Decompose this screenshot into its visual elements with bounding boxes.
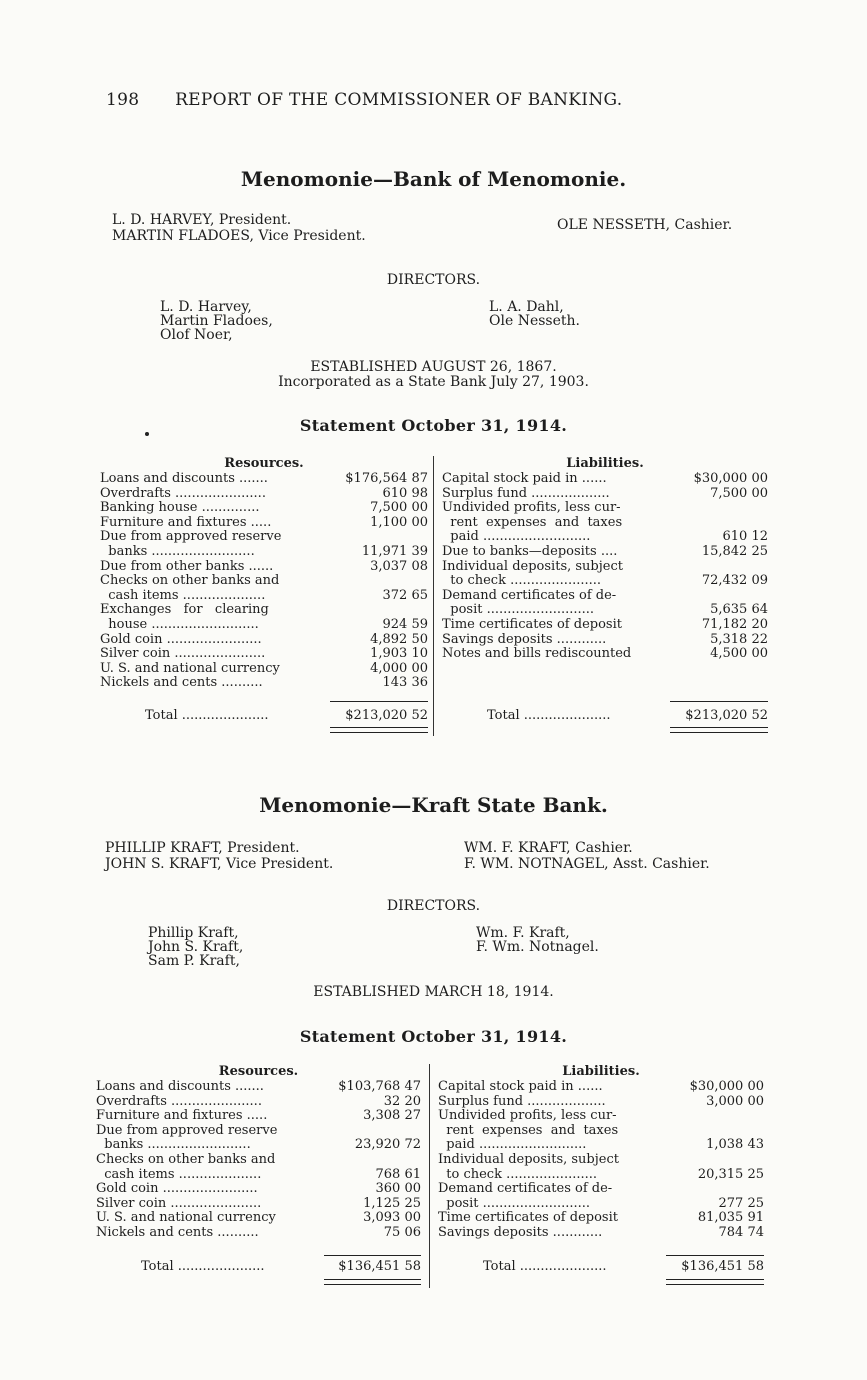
ledger-label: paid ..........................	[438, 1138, 587, 1153]
ledger-row	[442, 501, 768, 516]
ledger-label: Capital stock paid in ......	[442, 472, 607, 486]
total-amount: $136,451 58	[338, 1259, 421, 1274]
ledger-label: cash items ....................	[96, 1167, 262, 1182]
director: L. D. Harvey,	[160, 299, 252, 315]
ledger-amount: 372 65	[382, 587, 428, 603]
ledger-amount: 143 36	[382, 675, 428, 691]
ledger-amount: 7,500 00	[370, 500, 428, 516]
ink-dot	[145, 432, 149, 436]
ledger-amount: 15,842 25	[701, 543, 768, 559]
director: Sam P. Kraft,	[148, 953, 240, 969]
ledger-row	[442, 633, 768, 648]
liabilities-column	[442, 456, 768, 662]
ledger-row	[442, 560, 768, 575]
ledger-label: Surplus fund ...................	[438, 1094, 606, 1109]
double-rule	[330, 727, 428, 733]
liabilities-column	[438, 1064, 764, 1241]
ledger-label: Capital stock paid in ......	[438, 1080, 603, 1094]
ledger-amount: 4,892 50	[370, 631, 428, 647]
directors-right	[476, 926, 599, 954]
ledger-amount: 784 74	[718, 1224, 764, 1240]
ledger-label: Silver coin ......................	[100, 647, 266, 662]
liabilities-heading: Liabilities.	[562, 1064, 640, 1079]
ledger-amount: 3,093 00	[363, 1210, 421, 1226]
director: Wm. F. Kraft,	[476, 925, 570, 941]
ledger-row	[100, 676, 428, 691]
established-line: ESTABLISHED AUGUST 26, 1867.	[310, 359, 557, 375]
ledger-row	[442, 574, 768, 589]
ledger-label: Individual deposits, subject	[442, 559, 623, 574]
ledger-label: Due from approved reserve	[100, 530, 282, 545]
ledger-row	[438, 1168, 764, 1183]
ledger-row	[100, 633, 428, 648]
officers-left	[105, 840, 333, 872]
ledger-label: to check ......................	[438, 1167, 597, 1182]
ledger-amount: 3,000 00	[706, 1093, 764, 1109]
ledger-amount: $30,000 00	[693, 471, 768, 486]
ledger-amount: 277 25	[718, 1195, 764, 1211]
ledger-row	[96, 1226, 421, 1241]
ledger-label: Due from approved reserve	[96, 1123, 278, 1138]
total-label: Total .....................	[141, 1259, 265, 1274]
ledger-row	[438, 1109, 764, 1124]
ledger-label: banks .........................	[100, 544, 255, 559]
bank-title: Menomonie—Kraft State Bank.	[259, 793, 608, 817]
liabilities-total	[438, 1259, 764, 1275]
ledger-row	[438, 1153, 764, 1168]
director: L. A. Dahl,	[489, 299, 564, 315]
ledger-row	[100, 618, 428, 633]
officer: WM. F. KRAFT, Cashier.	[464, 840, 633, 856]
resources-heading: Resources.	[218, 1064, 299, 1079]
ledger-row	[100, 501, 428, 516]
ledger-row	[442, 530, 768, 545]
ledger-row	[96, 1168, 421, 1183]
ledger-amount: 5,318 22	[710, 631, 768, 647]
ledger-label: Savings deposits ............	[442, 632, 607, 647]
director: Ole Nesseth.	[489, 313, 580, 329]
ledger-label: Furniture and fixtures .....	[96, 1109, 268, 1124]
director: F. Wm. Notnagel.	[476, 939, 599, 955]
resources-total	[96, 1259, 421, 1275]
officer: PHILLIP KRAFT, President.	[105, 840, 300, 856]
ledger-label: Banking house ..............	[100, 501, 260, 516]
ledger-row	[100, 662, 428, 677]
ledger-amount: 610 12	[722, 529, 768, 545]
ledger-row	[438, 1124, 764, 1139]
ledger-amount: 768 61	[375, 1166, 421, 1182]
ledger-row	[438, 1138, 764, 1153]
ledger-row	[442, 589, 768, 604]
ledger-label: banks .........................	[96, 1138, 251, 1153]
ledger-label: U. S. and national currency	[100, 661, 280, 676]
ledger-label: house ..........................	[100, 617, 259, 632]
ledger-label: Due from other banks ......	[100, 559, 274, 574]
established-block	[0, 985, 867, 1000]
directors-heading: DIRECTORS.	[386, 898, 481, 914]
ledger-amount: 3,308 27	[363, 1108, 421, 1124]
ledger-label: Notes and bills rediscounted	[442, 647, 632, 662]
ledger-amount: 32 20	[383, 1093, 421, 1109]
officer: F. WM. NOTNAGEL, Asst. Cashier.	[464, 856, 710, 872]
ledger-row	[100, 516, 428, 531]
incorporated-line: Incorporated as a State Bank July 27, 1903.	[278, 374, 589, 390]
officers-left	[112, 212, 366, 244]
double-rule	[666, 1279, 764, 1285]
ledger-amount: 1,125 25	[363, 1195, 421, 1211]
ledger-label: Overdrafts ......................	[100, 486, 266, 501]
ledger-label: Gold coin .......................	[96, 1182, 258, 1197]
column-divider	[429, 1064, 430, 1288]
total-label: Total .....................	[487, 708, 611, 723]
ledger-label: Checks on other banks and	[100, 574, 280, 589]
ledger-label: to check ......................	[442, 574, 601, 589]
officers-right	[557, 217, 732, 233]
ledger-row	[96, 1138, 421, 1153]
liabilities-heading: Liabilities.	[566, 456, 644, 471]
liabilities-list	[442, 472, 768, 662]
ledger-amount: $176,564 87	[345, 471, 428, 486]
running-header	[106, 90, 622, 110]
ledger-row	[100, 647, 428, 662]
established-block	[0, 360, 867, 390]
ledger-row	[100, 530, 428, 545]
ledger-row	[96, 1095, 421, 1110]
ledger-row	[438, 1095, 764, 1110]
ledger-row	[438, 1197, 764, 1212]
director: Martin Fladoes,	[160, 313, 273, 329]
ledger-amount: 360 00	[375, 1181, 421, 1197]
ledger-label: Demand certificates of de-	[438, 1182, 613, 1197]
statement-table	[96, 1064, 764, 1304]
ledger-row	[438, 1080, 764, 1095]
ledger-label: cash items ....................	[100, 588, 266, 603]
ledger-row	[100, 545, 428, 560]
officer: L. D. HARVEY, President.	[112, 212, 292, 228]
ledger-label: Surplus fund ...................	[442, 486, 610, 501]
ledger-row	[96, 1197, 421, 1212]
running-title: REPORT OF THE COMMISSIONER OF BANKING.	[175, 90, 623, 110]
total-amount: $213,020 52	[345, 708, 428, 723]
ledger-row	[438, 1211, 764, 1226]
resources-heading: Resources.	[224, 456, 304, 471]
ledger-row	[442, 472, 768, 487]
ledger-row	[96, 1109, 421, 1124]
column-divider	[433, 456, 434, 736]
ledger-label: Silver coin ......................	[96, 1196, 262, 1211]
ledger-row	[100, 487, 428, 502]
ledger-amount: 4,000 00	[370, 660, 428, 676]
double-rule	[324, 1279, 421, 1285]
ledger-label: Nickels and cents ..........	[96, 1225, 259, 1240]
sum-rule	[330, 701, 428, 702]
ledger-label: posit ..........................	[438, 1196, 591, 1211]
ledger-row	[96, 1153, 421, 1168]
ledger-amount: 1,038 43	[706, 1137, 764, 1153]
ledger-row	[100, 574, 428, 589]
ledger-label: posit ..........................	[442, 603, 595, 618]
officer: OLE NESSETH, Cashier.	[557, 217, 733, 233]
ledger-row	[442, 603, 768, 618]
director: John S. Kraft,	[148, 939, 244, 955]
ledger-amount: 75 06	[383, 1224, 421, 1240]
directors-left	[160, 300, 273, 342]
ledger-label: Furniture and fixtures .....	[100, 515, 272, 530]
ledger-label: Nickels and cents ..........	[100, 676, 263, 691]
ledger-amount: 7,500 00	[710, 485, 768, 501]
ledger-label: Gold coin .......................	[100, 632, 262, 647]
ledger-row	[96, 1182, 421, 1197]
ledger-row	[100, 603, 428, 618]
total-amount: $213,020 52	[685, 708, 768, 723]
ledger-label: Savings deposits ............	[438, 1225, 603, 1240]
officers-right	[464, 840, 710, 872]
directors-left	[148, 926, 243, 968]
sum-rule	[324, 1255, 421, 1256]
total-amount: $136,451 58	[681, 1259, 764, 1274]
ledger-row	[442, 516, 768, 531]
ledger-amount: 20,315 25	[697, 1166, 764, 1182]
bank-title: Menomonie—Bank of Menomonie.	[240, 167, 627, 191]
ledger-amount: $30,000 00	[689, 1079, 764, 1094]
ledger-amount: 1,100 00	[370, 514, 428, 530]
total-label: Total .....................	[483, 1259, 607, 1274]
liabilities-total	[442, 708, 768, 724]
directors-right	[489, 300, 580, 328]
ledger-label: Undivided profits, less cur-	[442, 501, 621, 516]
ledger-label: U. S. and national currency	[96, 1211, 276, 1226]
ledger-amount: 3,037 08	[370, 558, 428, 574]
statement-heading: Statement October 31, 1914.	[299, 1027, 568, 1046]
ledger-row	[96, 1211, 421, 1226]
ledger-row	[100, 472, 428, 487]
resources-list	[100, 472, 428, 691]
ledger-amount: 11,971 39	[361, 543, 428, 559]
resources-column	[96, 1064, 421, 1241]
sum-rule	[666, 1255, 764, 1256]
resources-column	[100, 456, 428, 691]
resources-list	[96, 1080, 421, 1241]
director: Phillip Kraft,	[148, 925, 239, 941]
officer: MARTIN FLADOES, Vice President.	[112, 228, 366, 244]
ledger-row	[96, 1080, 421, 1095]
ledger-row	[442, 487, 768, 502]
ledger-label: rent expenses and taxes	[438, 1123, 619, 1138]
ledger-amount: 71,182 20	[701, 616, 768, 632]
ledger-amount: 4,500 00	[710, 646, 768, 662]
page-number: 198	[106, 90, 140, 110]
ledger-amount: 5,635 64	[710, 602, 768, 618]
ledger-amount: 1,903 10	[370, 646, 428, 662]
statement-table	[100, 456, 768, 756]
ledger-amount: 23,920 72	[354, 1137, 421, 1153]
ledger-label: rent expenses and taxes	[442, 515, 623, 530]
ledger-label: Loans and discounts .......	[96, 1080, 264, 1094]
director: Olof Noer,	[160, 327, 233, 343]
ledger-amount: 610 98	[382, 485, 428, 501]
ledger-label: Checks on other banks and	[96, 1152, 276, 1167]
resources-total	[100, 708, 428, 724]
ledger-row	[100, 589, 428, 604]
ledger-amount: 81,035 91	[697, 1210, 764, 1226]
ledger-label: Overdrafts ......................	[96, 1094, 262, 1109]
statement-heading: Statement October 31, 1914.	[299, 416, 568, 435]
liabilities-list	[438, 1080, 764, 1241]
ledger-row	[442, 618, 768, 633]
ledger-label: Demand certificates of de-	[442, 588, 617, 603]
ledger-row	[442, 545, 768, 560]
ledger-label: paid ..........................	[442, 530, 591, 545]
ledger-row	[442, 647, 768, 662]
ledger-label: Exchanges for clearing	[100, 603, 269, 618]
established-line: ESTABLISHED MARCH 18, 1914.	[313, 984, 554, 1000]
ledger-amount: 72,432 09	[701, 573, 768, 589]
ledger-row	[438, 1226, 764, 1241]
ledger-amount: $103,768 47	[338, 1079, 421, 1094]
ledger-row	[96, 1124, 421, 1139]
double-rule	[670, 727, 768, 733]
ledger-row	[100, 560, 428, 575]
ledger-label: Time certificates of deposit	[442, 617, 622, 632]
total-label: Total .....................	[145, 708, 269, 723]
ledger-label: Loans and discounts .......	[100, 472, 268, 486]
ledger-label: Undivided profits, less cur-	[438, 1109, 617, 1124]
ledger-amount: 924 59	[382, 616, 428, 632]
sum-rule	[670, 701, 768, 702]
ledger-label: Individual deposits, subject	[438, 1152, 619, 1167]
ledger-row	[438, 1182, 764, 1197]
directors-heading: DIRECTORS.	[386, 272, 481, 288]
ledger-label: Time certificates of deposit	[438, 1211, 618, 1226]
officer: JOHN S. KRAFT, Vice President.	[105, 856, 334, 872]
ledger-label: Due to banks—deposits ....	[442, 544, 618, 559]
